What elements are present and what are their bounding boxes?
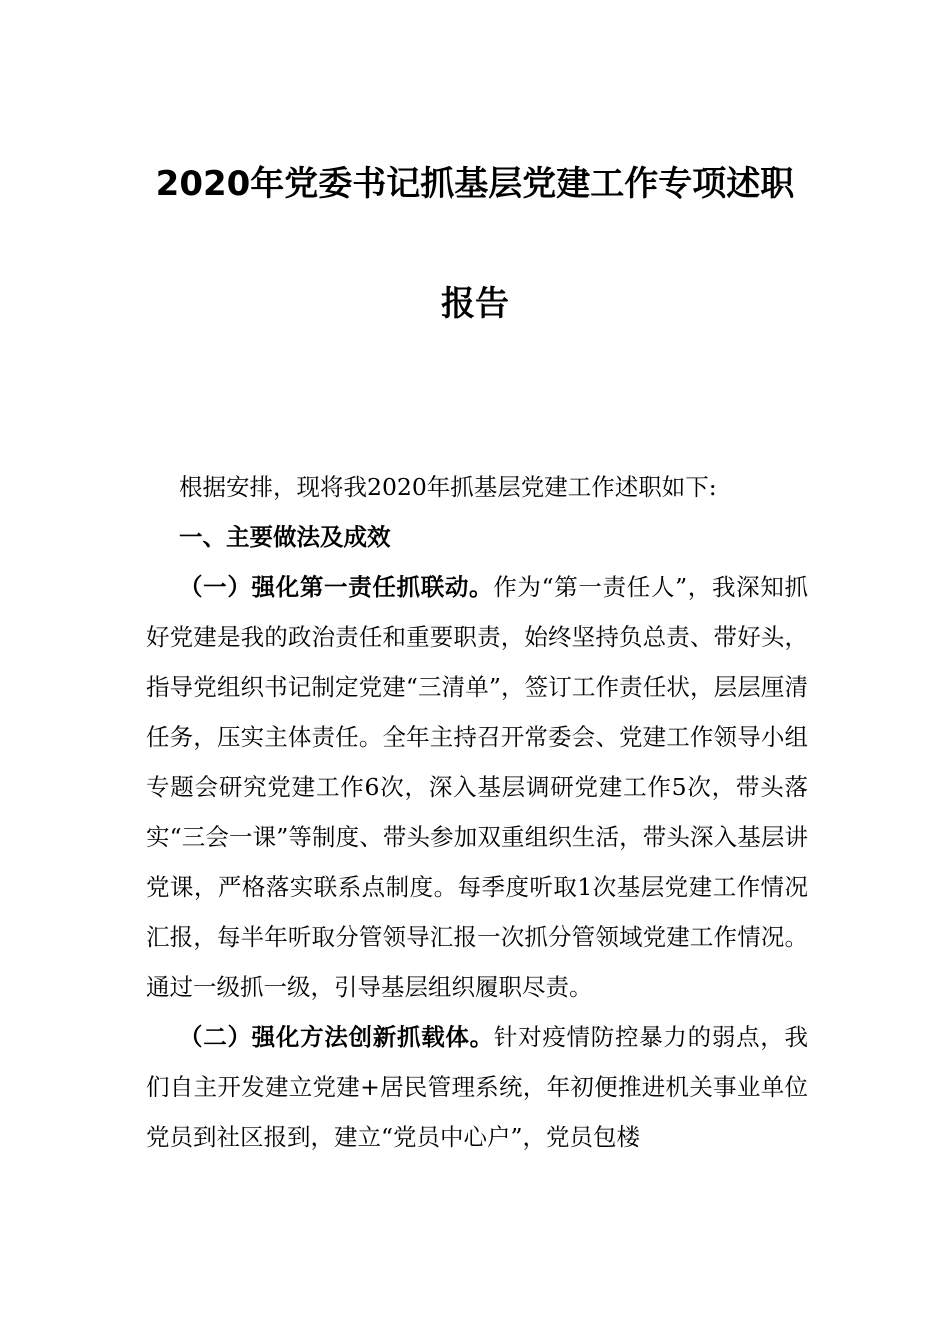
document-title-line-1: 2020年党委书记抓基层党建工作专项述职 [155,164,795,204]
document-body [146,462,808,1162]
item-1-lead: （一）强化第一责任抓联动。 [179,573,494,601]
item-1-paragraph [146,562,808,1012]
intro-paragraph: 根据安排，现将我2020年抓基层党建工作述职如下: [179,473,717,501]
item-1-text: 作为“第一责任人”，我深知抓好党建是我的政治责任和重要职责，始终坚持负总责、带好头，指导党组织书记制定党建“三清单”，签订工作责任状，层层厘清任务，压实主体责任。全年主持召开常委会、党建工作领导小组专题会研究党建工作6次，深入基层调研党建工作5次，带头落实“三会一课”等制度、带头参加双重组织生活，带头深入基层讲党课，严格落实联系点制度。每季度听取1次基层党建工作情况汇报，每半年听取分管领导汇报一次抓分管领域党建工作情况。通过一级抓一级，引导基层组织履职尽责。 [146,573,808,1001]
item-2-lead: （二）强化方法创新抓载体。 [179,1023,494,1051]
section-heading-main-practices: 一、主要做法及成效 [179,523,391,551]
document-title-line-2: 报告 [441,284,509,324]
item-2-text: 针对疫情防控暴力的弱点，我们自主开发建立党建+居民管理系统，年初便推进机关事业单位党员到社区报到，建立“党员中心户”，党员包楼 [146,1023,809,1151]
item-2-paragraph [146,1012,808,1162]
